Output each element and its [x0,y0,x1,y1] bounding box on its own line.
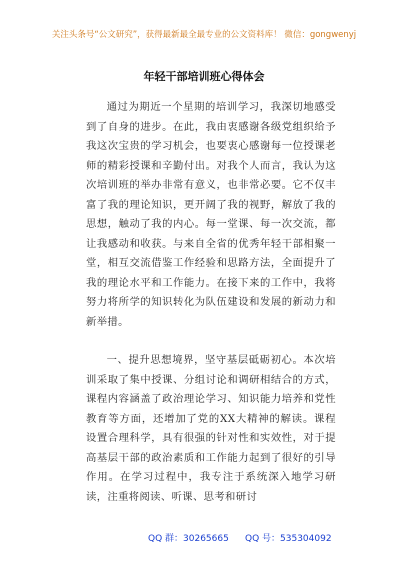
document-body [86,98,336,526]
footer-qq-group: QQ 群：30265665 [148,534,229,544]
paragraph-intro: 通过为期近一个星期的培训学习，我深切地感受到了自身的进步。在此，我由衷感谢各级党组织给予我这次宝贵的学习机会，也要衷心感谢每一位授课老师的精彩授课和辛勤付出。对我个人而言，我认为这次培训班的举办非常有意义，也非常必要。它不仅丰富了我的理论知识，更开阔了我的视野，解放了我的思想，触动了我的内心。每一堂课、每一次交流，都让我感动和收获。与来自全省的优秀年轻干部相聚一堂，相互交流借鉴工作经验和思路方法，全面提升了我的理论水平和工作能力。在接下来的工作中，我将努力将所学的知识转化为队伍建设和发展的新动力和新举措。 [86,101,336,328]
footer-qq-number: QQ 号：535304092 [245,534,332,544]
paragraph-section-one: 一、提升思想境界，坚守基层砥砺初心。本次培训采取了集中授课、分组讨论和调研相结合的方式，课程内容涵盖了政治理论学习、知识能力培养和党性教育等方面，还增加了党的XX大精神的解读。课程设置合理科学，具有很强的针对性和实效性，对于提高基层干部的政治素质和工作能力起到了很好的引导作用。在学习过程中，我专注于系统深入地学习研读，注重将阅读、听课、思考和研讨 [86,354,336,503]
document-title: 年轻干部培训班心得体会 [143,70,265,83]
header-notice: 关注头条号“公文研究”，获得最新最全最专业的公文资料库！ 微信：gongwenyj [51,30,357,40]
